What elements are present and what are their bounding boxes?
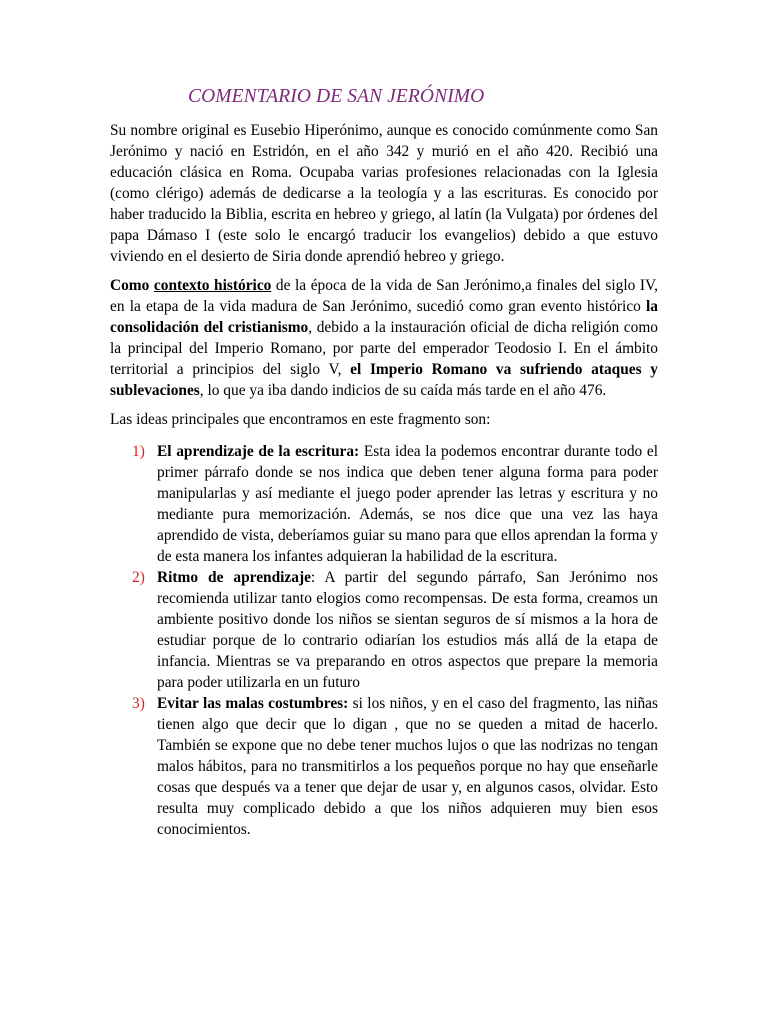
underlined-term: contexto histórico <box>153 277 272 294</box>
ideas-intro: Las ideas principales que encontramos en este fragmento son: <box>110 411 491 428</box>
list-item <box>110 567 658 693</box>
paragraph-text: de la época de la vida de San Jerónimo,a finales del siglo IV, en la etapa de la vida madura de San Jerónimo, sucedió como gran evento histórico <box>110 277 658 315</box>
paragraph-text: , debido a la instauración oficial de dicha religión como la principal del Imperio Romano, por parte del emperador Teodosio I. En el ámbito territorial a principios del siglo V, <box>110 319 659 378</box>
list-item-heading: Ritmo de aprendizaje <box>157 569 311 586</box>
bold-text: Como <box>110 277 150 294</box>
bold-text: el Imperio Romano va sufriendo ataques y sublevaciones <box>110 361 658 399</box>
ideas-list <box>110 441 658 840</box>
list-item <box>110 441 658 567</box>
list-item-heading: Evitar las malas costumbres: <box>157 695 349 712</box>
biography-paragraph: Su nombre original es Eusebio Hiperónimo, aunque es conocido comúnmente como San Jerónimo y nació en Estridón, en el año 342 y murió en el año 420. Recibió una educación clásica en Roma. Ocupaba varias profesiones relacionadas con la Iglesia (como clérigo) además de dedicarse a la teología y a las escrituras. Es conocido por haber traducido la Biblia, escrita en hebreo y griego, al latín (la Vulgata) por órdenes del papa Dámaso I (este solo le encargó traducir los evangelios) debido a que estuvo viviendo en el desierto de Siria donde aprendió hebreo y griego. <box>110 122 658 265</box>
list-item-text: : A partir del segundo párrafo, San Jerónimo nos recomienda utilizar tanto elogios como recompensas. De esta forma, creamos un ambiente positivo donde los niños se sientan seguros de sí mismos a la hora de estudiar porque de lo contrario odiarían los estudios más allá de la etapa de infancia. Mientras se va preparando en otros aspectos que prepare la memoria para poder utilizarla en un futuro <box>157 569 658 691</box>
page-title: COMENTARIO DE SAN JERÓNIMO <box>188 86 485 107</box>
list-number: 2) <box>132 569 145 586</box>
historical-context-paragraph <box>110 275 658 401</box>
list-item <box>110 693 658 840</box>
list-item-text: si los niños, y en el caso del fragmento, las niñas tienen algo que decir que lo digan , que no se queden a mitad de hacerlo. También se expone que no debe tener muchos lujos o que las nodrizas no tengan malos hábitos, para no transmitirlos a los pequeños porque no hay que enseñarle cosas que después va a tener que dejar de usar y, en algunos casos, olvidar. Esto resulta muy complicado debido a que los niños adquieren muy bien esos conocimientos. <box>157 695 659 838</box>
document-body <box>110 120 658 840</box>
paragraph-text: , lo que ya iba dando indicios de su caída más tarde en el año 476. <box>199 382 607 399</box>
list-number: 1) <box>132 443 145 460</box>
list-item-heading: El aprendizaje de la escritura: <box>157 443 360 460</box>
bold-text: la consolidación del cristianismo <box>110 298 658 336</box>
list-item-text: Esta idea la podemos encontrar durante todo el primer párrafo donde se nos indica que deben tener alguna forma para poder manipularlas y así mediante el juego poder aprender las letras y escritura y no mediante pura memorización. Además, se nos dice que una vez las haya aprendido de vista, deberíamos guiar su mano para que ellos aprendan la forma y de esta manera los infantes adquieran la habilidad de la escritura. <box>157 443 658 565</box>
list-number: 3) <box>132 695 145 712</box>
